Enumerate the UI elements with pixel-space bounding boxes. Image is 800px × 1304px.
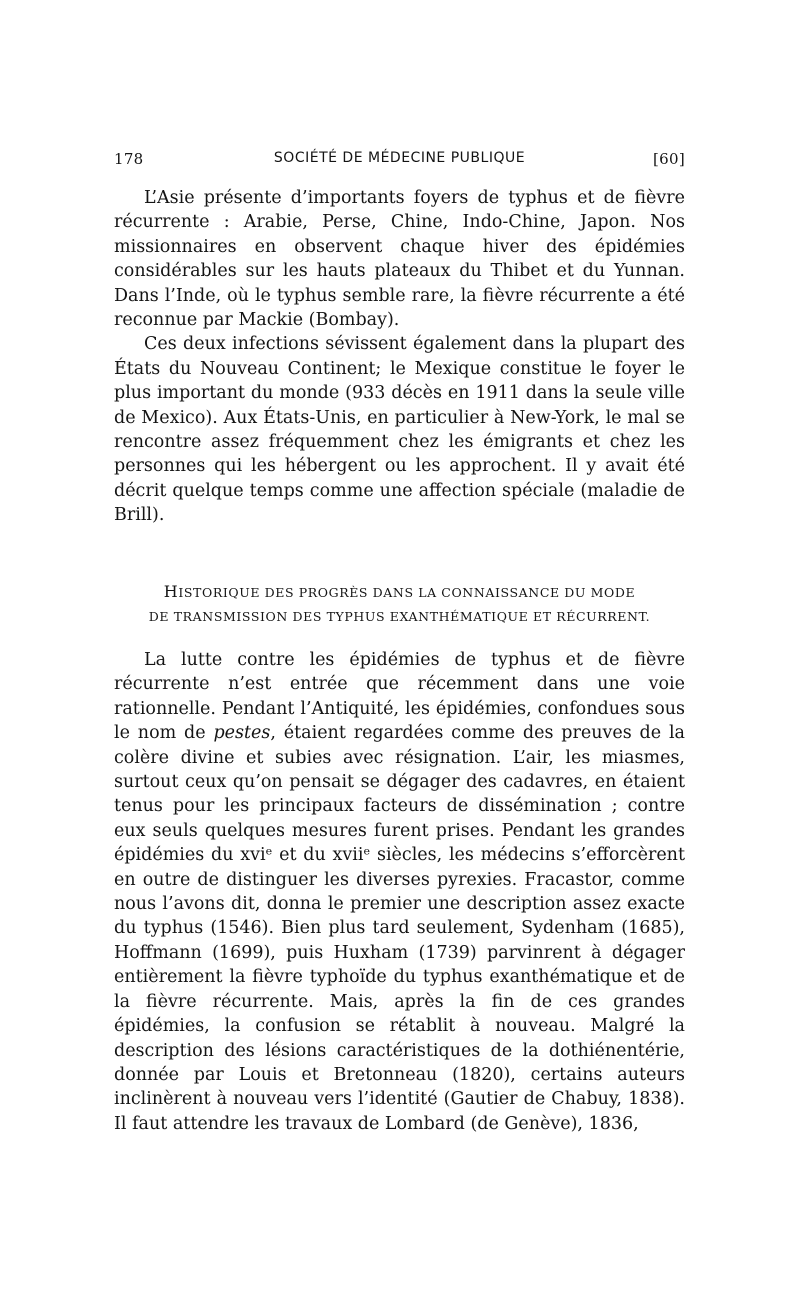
text-block-bottom (114, 648, 685, 1136)
bracket-number: [60] (653, 150, 685, 168)
text-block-top (114, 186, 685, 528)
section-heading (114, 580, 685, 629)
paragraph (114, 648, 685, 1136)
italic-term: pestes (213, 723, 271, 744)
paragraph: L’Asie présente d’importants foyers de typhus et de fièvre récurrente : Arabie, Perse, Chine, Indo-Chine, Japon. Nos missionnaires en observent chaque hiver des épidémies considérables sur les hauts plateaux du Thibet et du Yunnan. Dans l’Inde, où le typhus semble rare, la fièvre récurrente a été reconnue par Mackie (Bombay). (114, 188, 685, 331)
running-title: SOCIÉTÉ DE MÉDECINE PUBLIQUE (273, 150, 526, 166)
paragraph-text-end: , étaient regardées comme des preuves de la colère divine et subies avec résignation. L’air, les miasmes, surtout ceux qu’on pensait se dégager des cadavres, en étaient tenus pour les principaux facteurs de dissémination ; contre eux seuls quelques mesures furent prises. Pendant les grandes épidémies du xviᵉ et du xviiᵉ siècles, les médecins s’efforcèrent en outre de distinguer les diverses pyrexies. Fracastor, comme nous l’avons dit, donna le premier une description assez exacte du typhus (1546). Bien plus tard seulement, Sydenham (1685), Hoffmann (1699), puis Huxham (1739) parvinrent à dégager entièrement la fièvre typhoïde du typhus exanthématique et de la fièvre récurrente. Mais, après la fin de ces grandes épidémies, la confusion se rétablit à nouveau. Malgré la description des lésions caractéristiques de la dothiénentérie, donnée par Louis et Bretonneau (1820), certains auteurs inclinèrent à nouveau vers l’identité (Gautier de Chabuy, 1838). Il faut attendre les travaux de Lombard (de Genève), 1836, (114, 723, 685, 1134)
paragraph: Ces deux infections sévissent également dans la plupart des États du Nouveau Continent; le Mexique constitue le foyer le plus important du monde (933 décès en 1911 dans la seule ville de Mexico). Aux États-Unis, en particulier à New-York, le mal se rencontre assez fréquemment chez les émigrants et chez les personnes qui les hébergent ou les approchent. Il y avait été décrit quelque temps comme une affection spéciale (maladie de Brill). (114, 334, 685, 526)
paragraph-text-start: La lutte contre les épidémies de typhus et de fièvre récurrente n’est entrée que récemment dans une voie rationnelle. Pendant l’Antiquité, les épidémies, confondues sous le nom de (114, 650, 685, 744)
section-heading-initial: H (163, 582, 179, 601)
page-number: 178 (114, 150, 144, 168)
section-heading-line-1 (114, 580, 685, 605)
section-heading-line-2: DE TRANSMISSION DES TYPHUS EXANTHÉMATIQUE ET RÉCURRENT. (148, 609, 651, 624)
running-header (114, 150, 685, 172)
section-heading-line-1-text: ISTORIQUE DES PROGRÈS DANS LA CONNAISSANCE DU MODE (178, 585, 636, 600)
